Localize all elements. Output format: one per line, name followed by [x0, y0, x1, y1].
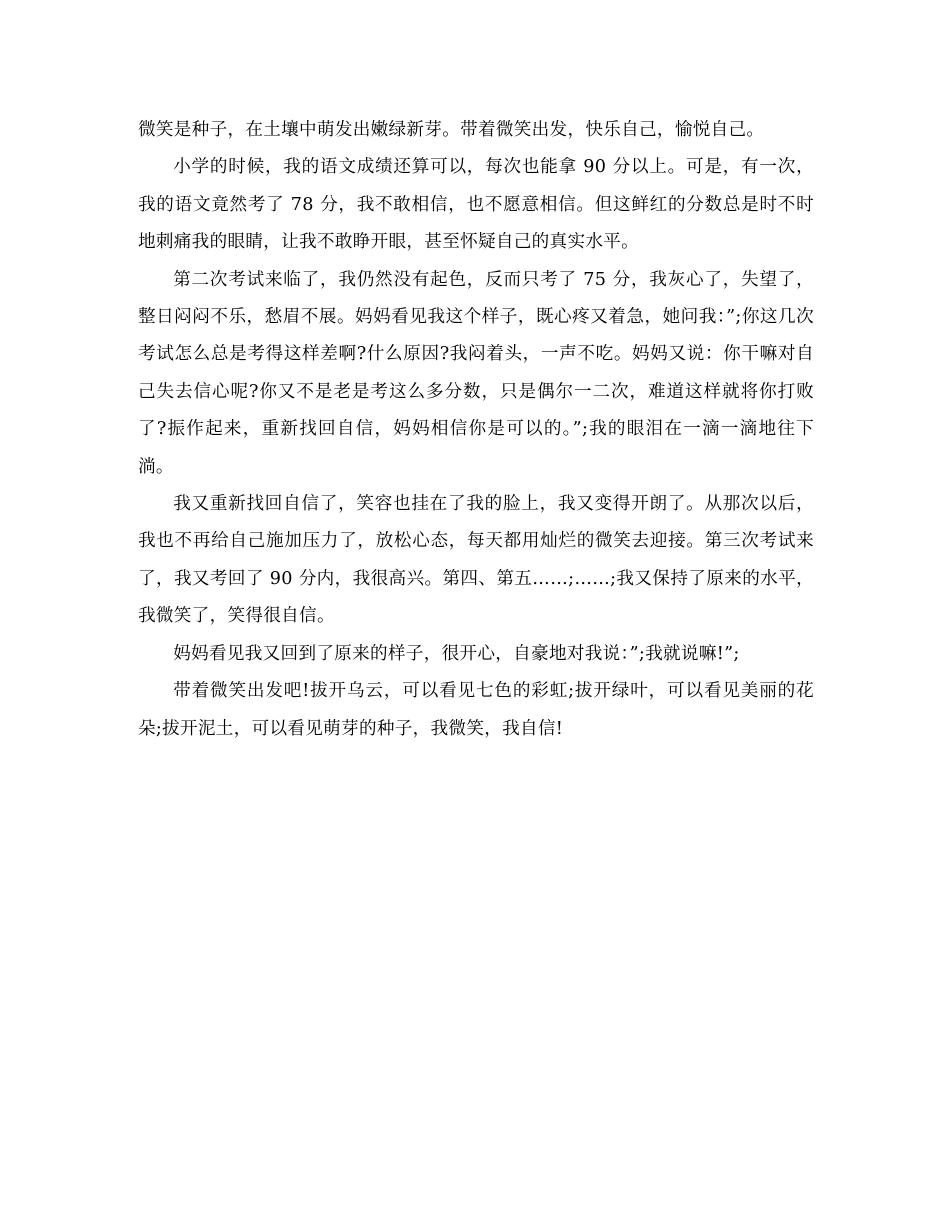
paragraph-6: 带着微笑出发吧!拔开乌云，可以看见七色的彩虹;拔开绿叶，可以看见美丽的花朵;拔开泥土，可以看见萌芽的种子，我微笑，我自信! — [138, 681, 814, 739]
essay-body — [138, 112, 814, 748]
paragraph-5: 妈妈看见我又回到了原来的样子，很开心，自豪地对我说：”;我就说嘛!”; — [173, 643, 740, 664]
paragraph-4: 我又重新找回自信了，笑容也挂在了我的脸上，我又变得开朗了。从那次以后，我也不再给自己施加压力了，放松心态，每天都用灿烂的微笑去迎接。第三次考试来了，我又考回了 90 分内，我很高兴。第四、第五……;……;我又保持了原来的水平，我微笑了，笑得很自信。 — [138, 494, 814, 627]
paragraph-1: 微笑是种子，在土壤中萌发出嫩绿新芽。带着微笑出发，快乐自己，愉悦自己。 — [138, 120, 765, 140]
paragraph-2: 小学的时候，我的语文成绩还算可以，每次也能拿 90 分以上。可是，有一次，我的语文竟然考了 78 分，我不敢相信，也不愿意相信。但这鲜红的分数总是时不时地刺痛我的眼睛，让我不敢睁开眼，甚至怀疑自己的真实水平。 — [138, 157, 814, 253]
paragraph-3: 第二次考试来临了，我仍然没有起色，反而只考了 75 分，我灰心了，失望了，整日闷闷不乐，愁眉不展。妈妈看见我这个样子，既心疼又着急，她问我：”;你这几次考试怎么总是考得这样差啊?什么原因?我闷着头，一声不吃。妈妈又说：你干嘛对自己失去信心呢?你又不是老是考这么多分数，只是偶尔一二次，难道这样就将你打败了?振作起来，重新找回自信，妈妈相信你是可以的。”;我的眼泪在一滴一滴地往下淌。 — [138, 269, 814, 477]
